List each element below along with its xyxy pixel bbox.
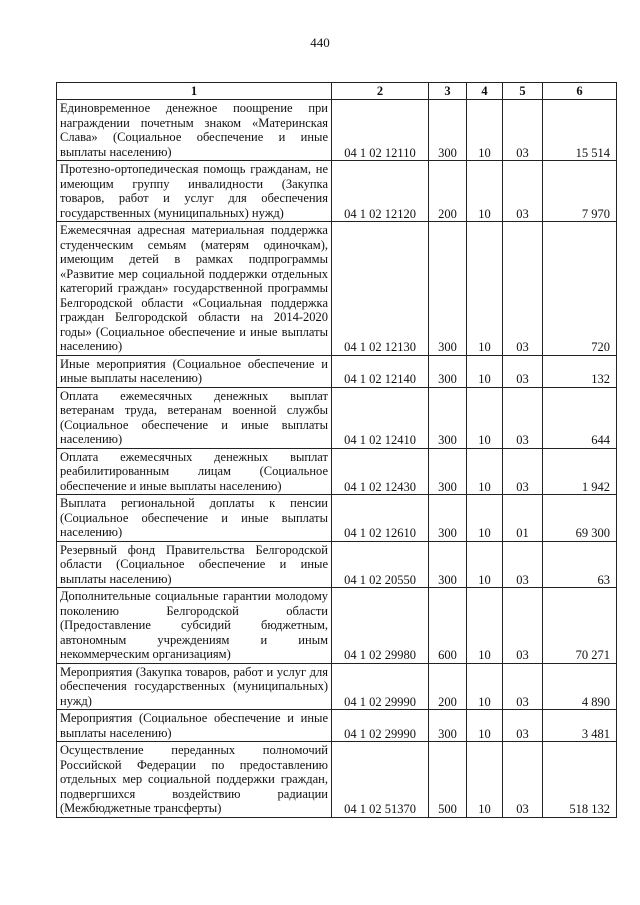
row-col4: 10 xyxy=(467,387,503,448)
row-col4: 10 xyxy=(467,710,503,742)
row-amount: 644 xyxy=(543,387,617,448)
row-col4: 10 xyxy=(467,355,503,387)
row-code: 04 1 02 12430 xyxy=(332,448,429,495)
row-amount: 1 942 xyxy=(543,448,617,495)
row-description: Выплата региональной доплаты к пенсии (Социальное обеспечение и иные выплаты населению) xyxy=(57,495,332,542)
row-code: 04 1 02 12610 xyxy=(332,495,429,542)
row-col4: 10 xyxy=(467,663,503,710)
row-col3: 300 xyxy=(429,495,467,542)
table-row xyxy=(57,742,617,818)
column-header-5: 5 xyxy=(503,83,543,100)
row-col3: 300 xyxy=(429,222,467,356)
row-amount: 69 300 xyxy=(543,495,617,542)
row-amount: 4 890 xyxy=(543,663,617,710)
table-header-row xyxy=(57,83,617,100)
row-col3: 200 xyxy=(429,663,467,710)
table-row xyxy=(57,541,617,588)
table-row xyxy=(57,495,617,542)
row-col4: 10 xyxy=(467,742,503,818)
row-col3: 300 xyxy=(429,387,467,448)
row-col3: 600 xyxy=(429,588,467,664)
row-amount: 132 xyxy=(543,355,617,387)
row-col5: 03 xyxy=(503,387,543,448)
row-col5: 01 xyxy=(503,495,543,542)
row-description: Осуществление переданных полномочий Российской Федерации по предоставлению отдельных мер социальной поддержки граждан, подвергшихся воздействию радиации (Межбюджетные трансферты) xyxy=(57,742,332,818)
row-code: 04 1 02 12410 xyxy=(332,387,429,448)
row-description: Ежемесячная адресная материальная поддержка студенческим семьям (матерям одиночкам), имеющим детей в рамках подпрограммы «Развитие мер социальной поддержки отдельных категорий граждан» государственной программы Белгородской области «Социальная поддержка граждан Белгородской области на 2014-2020 годы» (Социальное обеспечение и иные выплаты населению) xyxy=(57,222,332,356)
table-row xyxy=(57,710,617,742)
row-amount: 7 970 xyxy=(543,161,617,222)
table-row xyxy=(57,222,617,356)
column-header-2: 2 xyxy=(332,83,429,100)
column-header-1: 1 xyxy=(57,83,332,100)
row-amount: 63 xyxy=(543,541,617,588)
page-number: 440 xyxy=(310,35,330,50)
row-col3: 300 xyxy=(429,541,467,588)
row-col4: 10 xyxy=(467,448,503,495)
row-code: 04 1 02 29990 xyxy=(332,663,429,710)
row-code: 04 1 02 20550 xyxy=(332,541,429,588)
row-col5: 03 xyxy=(503,541,543,588)
column-header-4: 4 xyxy=(467,83,503,100)
row-col3: 500 xyxy=(429,742,467,818)
row-description: Мероприятия (Закупка товаров, работ и услуг для обеспечения государственных (муниципальных) нужд) xyxy=(57,663,332,710)
row-amount: 720 xyxy=(543,222,617,356)
row-description: Мероприятия (Социальное обеспечение и иные выплаты населению) xyxy=(57,710,332,742)
row-col5: 03 xyxy=(503,161,543,222)
row-code: 04 1 02 12130 xyxy=(332,222,429,356)
row-description: Единовременное денежное поощрение при награждении почетным знаком «Материнская Слава» (Социальное обеспечение и иные выплаты населению) xyxy=(57,100,332,161)
table-row xyxy=(57,448,617,495)
column-header-6: 6 xyxy=(543,83,617,100)
column-header-3: 3 xyxy=(429,83,467,100)
row-col5: 03 xyxy=(503,663,543,710)
row-description: Оплата ежемесячных денежных выплат ветеранам труда, ветеранам военной службы (Социальное обеспечение и иные выплаты населению) xyxy=(57,387,332,448)
budget-table xyxy=(56,82,617,818)
table-row xyxy=(57,161,617,222)
row-col5: 03 xyxy=(503,710,543,742)
row-code: 04 1 02 29980 xyxy=(332,588,429,664)
row-col3: 300 xyxy=(429,710,467,742)
row-description: Резервный фонд Правительства Белгородской области (Социальное обеспечение и иные выплаты населению) xyxy=(57,541,332,588)
row-description: Протезно-ортопедическая помощь гражданам, не имеющим группу инвалидности (Закупка товаров, работ и услуг для обеспечения государственных (муниципальных) нужд) xyxy=(57,161,332,222)
row-description: Оплата ежемесячных денежных выплат реабилитированным лицам (Социальное обеспечение и иные выплаты населению) xyxy=(57,448,332,495)
row-col4: 10 xyxy=(467,588,503,664)
row-col4: 10 xyxy=(467,541,503,588)
table-row xyxy=(57,387,617,448)
row-col5: 03 xyxy=(503,100,543,161)
row-col4: 10 xyxy=(467,161,503,222)
row-col3: 300 xyxy=(429,355,467,387)
row-col3: 200 xyxy=(429,161,467,222)
row-amount: 70 271 xyxy=(543,588,617,664)
table-row xyxy=(57,100,617,161)
row-col4: 10 xyxy=(467,100,503,161)
row-code: 04 1 02 29990 xyxy=(332,710,429,742)
row-code: 04 1 02 12110 xyxy=(332,100,429,161)
row-amount: 518 132 xyxy=(543,742,617,818)
row-col5: 03 xyxy=(503,222,543,356)
table-row xyxy=(57,355,617,387)
row-col3: 300 xyxy=(429,100,467,161)
row-description: Дополнительные социальные гарантии молодому поколению Белгородской области (Предоставление субсидий бюджетным, автономным учреждениям и иным некоммерческим организациям) xyxy=(57,588,332,664)
row-amount: 15 514 xyxy=(543,100,617,161)
row-description: Иные мероприятия (Социальное обеспечение и иные выплаты населению) xyxy=(57,355,332,387)
row-amount: 3 481 xyxy=(543,710,617,742)
row-code: 04 1 02 12120 xyxy=(332,161,429,222)
row-col5: 03 xyxy=(503,742,543,818)
row-col5: 03 xyxy=(503,588,543,664)
row-col3: 300 xyxy=(429,448,467,495)
row-col5: 03 xyxy=(503,355,543,387)
row-code: 04 1 02 51370 xyxy=(332,742,429,818)
row-col4: 10 xyxy=(467,495,503,542)
table-row xyxy=(57,663,617,710)
row-col5: 03 xyxy=(503,448,543,495)
row-code: 04 1 02 12140 xyxy=(332,355,429,387)
table-row xyxy=(57,588,617,664)
row-col4: 10 xyxy=(467,222,503,356)
